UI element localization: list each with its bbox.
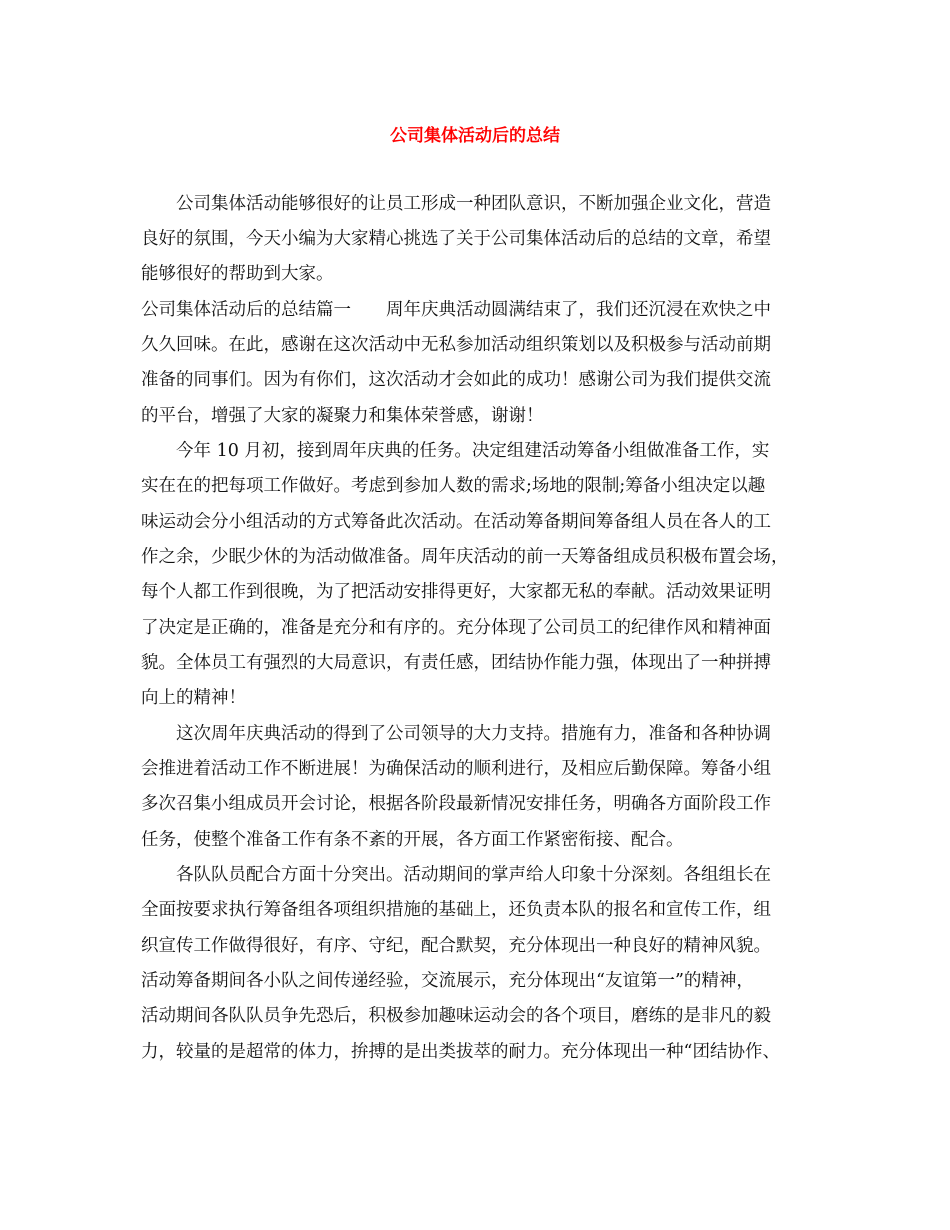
paragraph-line: 活动期间各队队员争先恐后，积极参加趣味运动会的各个项目，磨练的是非凡的毅 — [141, 1006, 771, 1026]
paragraph-line: 能够很好的帮助到大家。 — [141, 264, 334, 284]
paragraph-line: 各队队员配合方面十分突出。活动期间的掌声给人印象十分深刻。各组组长在 — [176, 865, 771, 885]
paragraph-line: 准备的同事们。因为有你们，这次活动才会如此的成功！感谢公司为我们提供交流 — [141, 370, 771, 390]
document-title: 公司集体活动后的总结 — [390, 126, 560, 146]
paragraph-line: 味运动会分小组活动的方式筹备此次活动。在活动筹备期间筹备组人员在各人的工 — [141, 512, 771, 532]
paragraph-line: 织宣传工作做得很好，有序、守纪，配合默契，充分体现出一种良好的精神风貌。 — [141, 936, 771, 956]
paragraph-line: 久久回味。在此，感谢在这次活动中无私参加活动组织策划以及积极参与活动前期 — [141, 335, 771, 355]
paragraph-line: 活动筹备期间各小队之间传递经验，交流展示，充分体现出“友谊第一”的精神， — [141, 971, 754, 991]
paragraph-line: 多次召集小组成员开会讨论，根据各阶段最新情况安排任务，明确各方面阶段工作 — [141, 794, 771, 814]
paragraph-line: 每个人都工作到很晚，为了把活动安排得更好，大家都无私的奉献。活动效果证明 — [141, 582, 771, 602]
paragraph-line: 公司集体活动后的总结篇一 周年庆典活动圆满结束了，我们还沉浸在欢快之中 — [141, 300, 771, 320]
paragraph-line: 作之余，少眠少休的为活动做准备。周年庆活动的前一天筹备组成员积极布置会场， — [141, 547, 789, 567]
paragraph-line: 公司集体活动能够很好的让员工形成一种团队意识，不断加强企业文化，营造 — [176, 194, 771, 214]
paragraph-line: 实在在的把每项工作做好。考虑到参加人数的需求;场地的限制;筹备小组决定以趣 — [141, 476, 766, 496]
paragraph-line: 今年 10 月初，接到周年庆典的任务。决定组建活动筹备小组做准备工作，实 — [176, 441, 770, 461]
paragraph-line: 力，较量的是超常的体力，拚搏的是出类拔萃的耐力。充分体现出一种“团结协作、 — [141, 1042, 780, 1062]
paragraph-line: 的平台，增强了大家的凝聚力和集体荣誉感，谢谢！ — [141, 406, 544, 426]
paragraph-line: 向上的精神！ — [141, 688, 246, 708]
paragraph-line: 貌。全体员工有强烈的大局意识，有责任感，团结协作能力强，体现出了一种拼搏 — [141, 653, 771, 673]
paragraph-line: 任务，使整个准备工作有条不紊的开展，各方面工作紧密衔接、配合。 — [141, 830, 684, 850]
paragraph-line: 全面按要求执行筹备组各项组织措施的基础上，还负责本队的报名和宣传工作，组 — [141, 900, 771, 920]
paragraph-line: 了决定是正确的，准备是充分和有序的。充分体现了公司员工的纪律作风和精神面 — [141, 618, 771, 638]
paragraph-line: 会推进着活动工作不断进展！为确保活动的顺利进行，及相应后勤保障。筹备小组 — [141, 759, 771, 779]
paragraph-line: 良好的氛围，今天小编为大家精心挑选了关于公司集体活动后的总结的文章，希望 — [141, 229, 771, 249]
paragraph-line: 这次周年庆典活动的得到了公司领导的大力支持。措施有力，准备和各种协调 — [176, 724, 771, 744]
